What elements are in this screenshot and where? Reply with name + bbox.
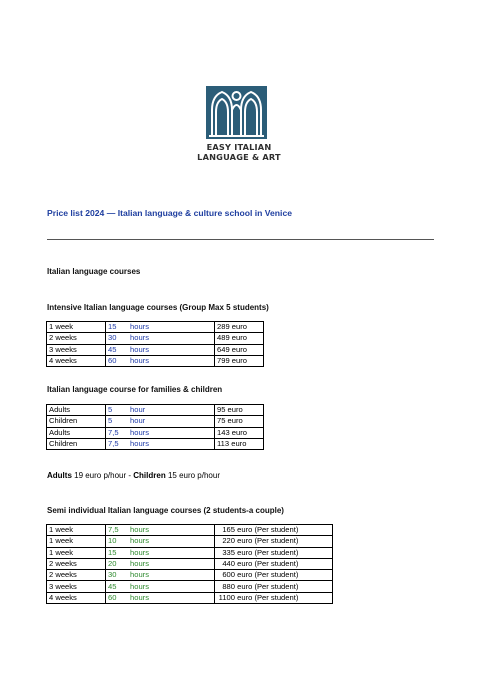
group-cell: Adults xyxy=(47,427,106,438)
hours-amount: 30 xyxy=(108,570,117,580)
price-currency: euro xyxy=(237,536,253,546)
price-basis: (Per student) xyxy=(254,536,299,546)
intensive-price-table xyxy=(46,321,264,367)
table-row xyxy=(47,536,333,547)
hours-amount: 45 xyxy=(108,344,117,354)
hours-cell xyxy=(106,547,215,558)
hours-amount: 15 xyxy=(108,547,117,557)
price-currency: euro xyxy=(237,559,253,569)
price-cell: 75 euro xyxy=(215,416,264,427)
table-row xyxy=(47,333,264,344)
hours-amount: 7,5 xyxy=(108,525,119,535)
hours-amount: 7,5 xyxy=(108,439,119,449)
hours-unit: hours xyxy=(130,570,149,580)
price-amount: 440 xyxy=(222,559,235,569)
price-amount: 880 xyxy=(222,581,235,591)
group-cell: Adults xyxy=(47,405,106,416)
semi-price-table xyxy=(46,524,333,604)
price-cell xyxy=(215,525,333,536)
hours-unit: hours xyxy=(130,439,149,449)
duration-cell: 1 week xyxy=(47,322,106,333)
adults-label: Adults xyxy=(47,471,72,480)
hours-cell xyxy=(106,592,215,603)
price-amount: 220 xyxy=(222,536,235,546)
hours-cell xyxy=(106,405,215,416)
duration-cell: 1 week xyxy=(47,536,106,547)
hours-amount: 20 xyxy=(108,559,117,569)
families-heading: Italian language course for families & children xyxy=(47,385,223,394)
page-title: Price list 2024 — Italian language & culture school in Venice xyxy=(47,208,293,218)
hours-cell xyxy=(106,536,215,547)
price-cell: 799 euro xyxy=(215,355,264,366)
intensive-heading: Intensive Italian language courses (Group Max 5 students) xyxy=(47,303,269,312)
price-basis: (Per student) xyxy=(254,592,299,602)
hours-cell xyxy=(106,570,215,581)
price-cell xyxy=(215,570,333,581)
divider xyxy=(47,239,434,240)
hours-cell xyxy=(106,333,215,344)
price-cell: 143 euro xyxy=(215,427,264,438)
hours-cell xyxy=(106,558,215,569)
hours-amount: 5 xyxy=(108,416,113,426)
hours-cell xyxy=(106,322,215,333)
table-row xyxy=(47,558,333,569)
hours-amount: 10 xyxy=(108,536,117,546)
duration-cell: 1 week xyxy=(47,525,106,536)
price-amount: 1100 xyxy=(218,592,235,602)
price-basis: (Per student) xyxy=(254,559,299,569)
children-label: Children xyxy=(133,471,166,480)
hours-cell xyxy=(106,355,215,366)
hours-cell xyxy=(106,344,215,355)
price-currency: euro xyxy=(237,581,253,591)
hours-cell xyxy=(106,581,215,592)
hours-unit: hour xyxy=(130,416,146,426)
price-cell: 489 euro xyxy=(215,333,264,344)
table-row xyxy=(47,547,333,558)
price-currency: euro xyxy=(237,547,253,557)
table-row xyxy=(47,405,264,416)
duration-cell: 1 week xyxy=(47,547,106,558)
hours-cell xyxy=(106,438,215,449)
gothic-windows-icon xyxy=(206,86,267,139)
adults-rate: 19 euro p/hour - xyxy=(71,471,134,480)
price-basis: (Per student) xyxy=(254,547,299,557)
table-row xyxy=(47,344,264,355)
table-row xyxy=(47,525,333,536)
price-cell: 113 euro xyxy=(215,438,264,449)
duration-cell: 4 weeks xyxy=(47,592,106,603)
duration-cell: 2 weeks xyxy=(47,570,106,581)
logo-wordmark xyxy=(189,142,289,162)
price-basis: (Per student) xyxy=(254,525,299,535)
price-currency: euro xyxy=(237,525,253,535)
hourly-rate-note xyxy=(47,471,220,480)
duration-cell: 3 weeks xyxy=(47,344,106,355)
hours-cell xyxy=(106,525,215,536)
price-currency: euro xyxy=(237,570,253,580)
group-cell: Children xyxy=(47,416,106,427)
group-cell: Children xyxy=(47,438,106,449)
price-basis: (Per student) xyxy=(254,570,299,580)
table-row xyxy=(47,581,333,592)
school-logo xyxy=(206,86,267,139)
price-cell xyxy=(215,558,333,569)
hours-unit: hours xyxy=(130,536,149,546)
table-row xyxy=(47,427,264,438)
hours-amount: 30 xyxy=(108,333,117,343)
hours-unit: hours xyxy=(130,592,149,602)
hours-unit: hours xyxy=(130,547,149,557)
hours-unit: hours xyxy=(130,559,149,569)
table-row xyxy=(47,592,333,603)
logo-line-2: LANGUAGE & ART xyxy=(197,152,281,162)
duration-cell: 2 weeks xyxy=(47,558,106,569)
hours-amount: 5 xyxy=(108,405,113,415)
duration-cell: 3 weeks xyxy=(47,581,106,592)
hours-unit: hour xyxy=(130,405,146,415)
price-cell xyxy=(215,592,333,603)
price-cell xyxy=(215,581,333,592)
price-basis: (Per student) xyxy=(254,581,299,591)
hours-unit: hours xyxy=(130,427,149,437)
table-row xyxy=(47,438,264,449)
price-currency: euro xyxy=(237,592,253,602)
hours-amount: 60 xyxy=(108,592,117,602)
section-heading: Italian language courses xyxy=(47,267,141,276)
duration-cell: 4 weeks xyxy=(47,355,106,366)
table-row xyxy=(47,570,333,581)
table-row xyxy=(47,416,264,427)
price-cell: 649 euro xyxy=(215,344,264,355)
hours-amount: 45 xyxy=(108,581,117,591)
hours-unit: hours xyxy=(130,581,149,591)
hours-unit: hours xyxy=(130,356,149,366)
hours-amount: 60 xyxy=(108,356,117,366)
price-cell xyxy=(215,536,333,547)
hours-amount: 15 xyxy=(108,322,117,332)
duration-cell: 2 weeks xyxy=(47,333,106,344)
hours-amount: 7,5 xyxy=(108,427,119,437)
logo-line-1: EASY ITALIAN xyxy=(206,142,272,152)
hours-cell xyxy=(106,427,215,438)
price-amount: 335 xyxy=(222,547,235,557)
price-cell: 289 euro xyxy=(215,322,264,333)
price-amount: 165 xyxy=(222,525,235,535)
table-row xyxy=(47,355,264,366)
price-amount: 600 xyxy=(222,570,235,580)
hours-unit: hours xyxy=(130,525,149,535)
children-rate: 15 euro p/hour xyxy=(165,471,220,480)
price-cell xyxy=(215,547,333,558)
hours-unit: hours xyxy=(130,344,149,354)
hours-cell xyxy=(106,416,215,427)
hours-unit: hours xyxy=(130,333,149,343)
table-row xyxy=(47,322,264,333)
families-price-table xyxy=(46,404,264,450)
hours-unit: hours xyxy=(130,322,149,332)
price-cell: 95 euro xyxy=(215,405,264,416)
semi-heading: Semi individual Italian language courses (2 students-a couple) xyxy=(47,506,284,515)
